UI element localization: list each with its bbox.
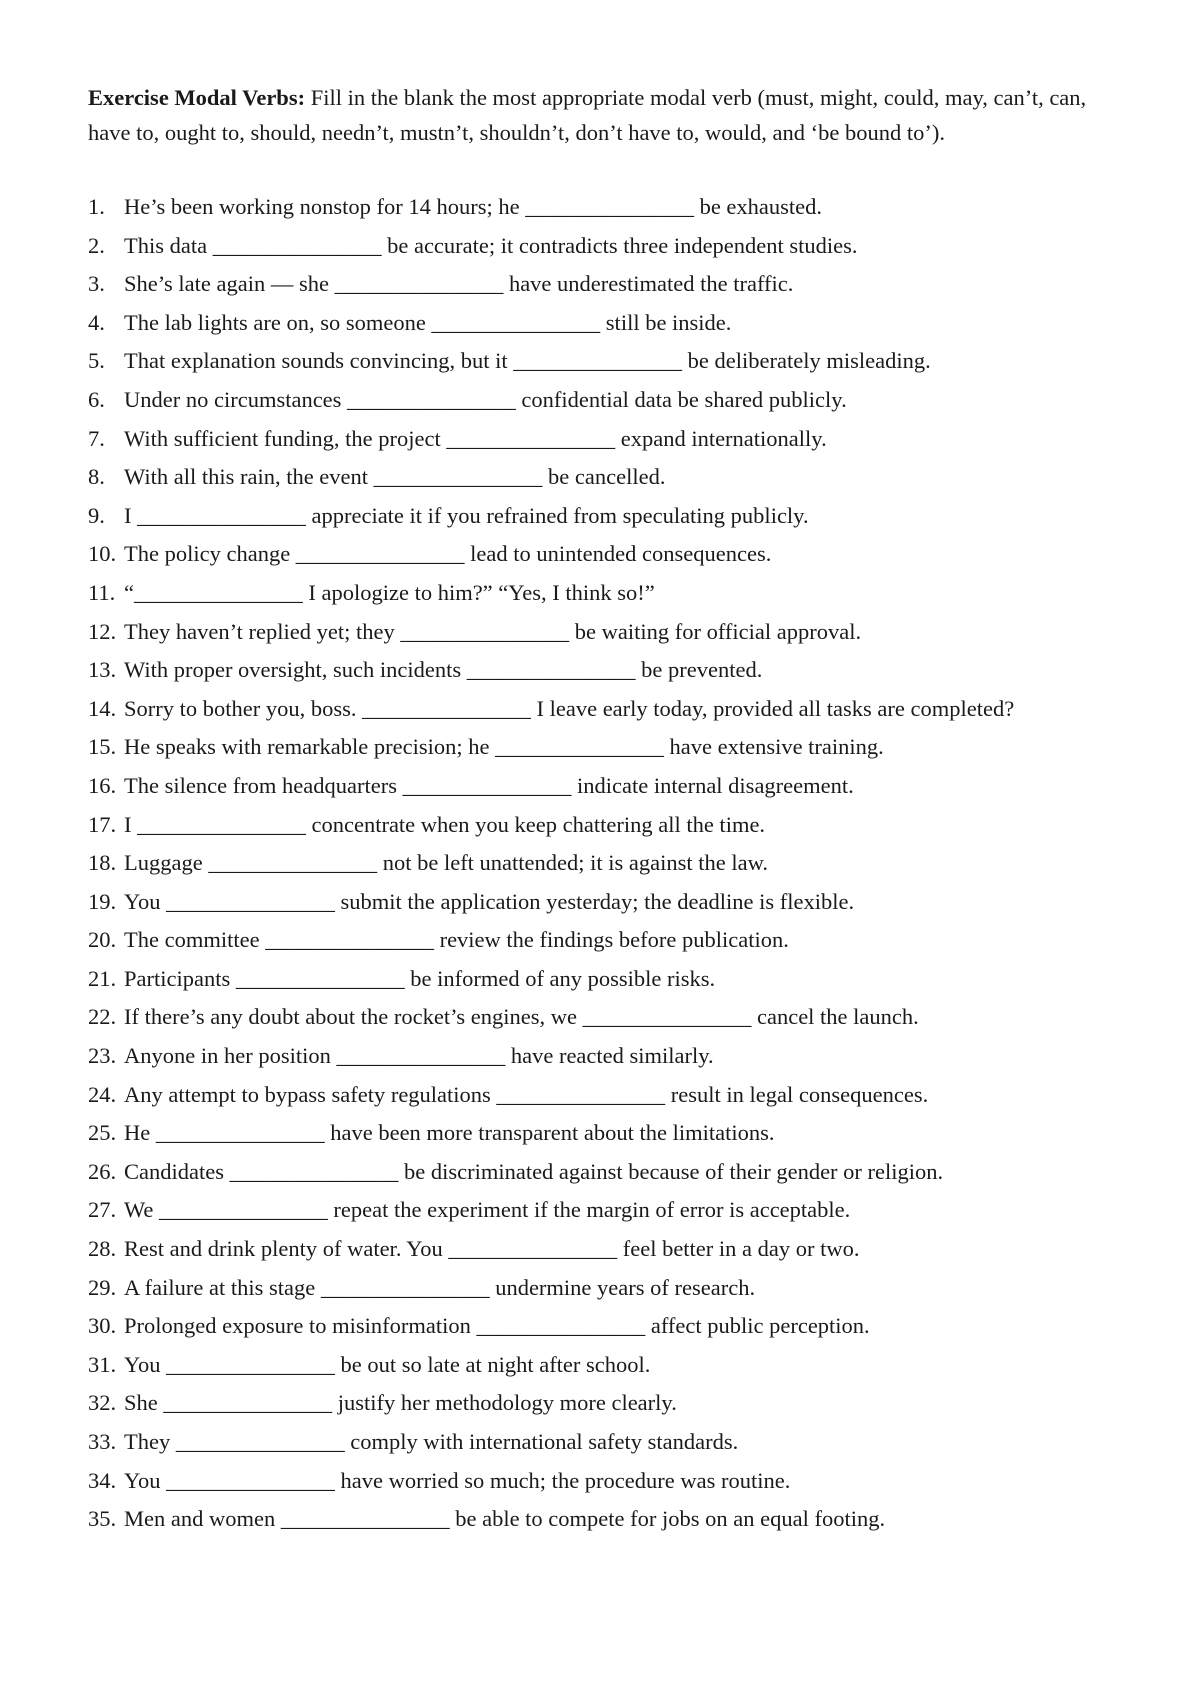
item-number: 1. [88,194,105,219]
item-number: 14. [88,695,117,721]
exercise-item [88,1037,1128,1076]
item-number: 21. [88,965,117,991]
item-sentence: You _______________ have worried so much; the procedure was routine. [124,1467,791,1493]
item-number: 33. [88,1429,117,1454]
item-number: 16. [88,772,117,798]
exercise-item [88,1423,1128,1462]
exercise-item [88,342,1128,381]
item-sentence: Men and women _______________ be able to compete for jobs on an equal footing. [124,1506,886,1532]
item-number: 3. [88,271,105,297]
exercise-item [88,535,1128,574]
item-number: 31. [88,1351,117,1377]
item-sentence: She _______________ justify her methodology more clearly. [124,1390,677,1416]
item-number: 2. [88,232,105,258]
item-sentence: Any attempt to bypass safety regulations _______________ result in legal consequences. [124,1081,929,1107]
item-sentence: Prolonged exposure to misinformation _______________ affect public perception. [124,1313,870,1339]
item-sentence: She’s late again — she _______________ have underestimated the traffic. [124,271,794,297]
worksheet-page [88,80,1128,1539]
item-sentence: Candidates _______________ be discriminated against because of their gender or religion. [124,1158,944,1184]
exercise-item [88,1076,1128,1115]
item-number: 26. [88,1158,117,1184]
exercise-item [88,265,1128,304]
item-number: 11. [88,579,116,605]
item-number: 4. [88,309,105,335]
item-sentence: Sorry to bother you, boss. _______________ I leave early today, provided all tasks are completed? [124,695,1015,721]
exercise-item [88,998,1128,1037]
exercise-item [88,381,1128,420]
exercise-item [88,806,1128,845]
item-sentence: We _______________ repeat the experiment if the margin of error is acceptable. [124,1197,851,1223]
exercise-item [88,613,1128,652]
item-sentence: Rest and drink plenty of water. You _______________ feel better in a day or two. [124,1236,860,1262]
exercise-item [88,1153,1128,1192]
exercise-item [88,574,1128,613]
item-number: 18. [88,850,117,876]
instructions-text: Fill in the blank the most appropriate modal verb (must, might, could, may, can’t, can, have to, ought to, should, needn’t, mustn’t, shouldn’t, don’t have to, would, and ‘be bound to’). [88,85,1087,145]
exercise-item [88,188,1128,227]
item-sentence: With sufficient funding, the project _______________ expand internationally. [124,425,827,451]
item-number: 20. [88,927,117,953]
exercise-heading: Exercise Modal Verbs: [88,85,306,110]
item-number: 27. [88,1197,117,1223]
item-sentence: I _______________ concentrate when you keep chattering all the time. [124,811,766,837]
item-sentence: You _______________ submit the application yesterday; the deadline is flexible. [124,888,855,914]
item-number: 10. [88,541,117,567]
exercise-item [88,1307,1128,1346]
item-number: 24. [88,1081,117,1107]
item-sentence: That explanation sounds convincing, but it _______________ be deliberately misleading. [124,348,931,374]
item-number: 35. [88,1506,117,1532]
item-number: 12. [88,618,117,644]
item-sentence: They _______________ comply with international safety standards. [124,1429,739,1454]
item-number: 6. [88,386,105,412]
item-number: 34. [88,1467,117,1493]
item-sentence: The silence from headquarters _______________ indicate internal disagreement. [124,772,854,798]
item-sentence: “_______________ I apologize to him?” “Yes, I think so!” [124,579,655,605]
item-sentence: This data _______________ be accurate; it contradicts three independent studies. [124,232,858,258]
item-sentence: They haven’t replied yet; they _______________ be waiting for official approval. [124,618,862,644]
item-number: 15. [88,734,117,760]
item-sentence: The lab lights are on, so someone _______________ still be inside. [124,309,732,335]
item-number: 13. [88,657,117,683]
exercise-item [88,227,1128,266]
exercise-item [88,1269,1128,1308]
exercise-item [88,844,1128,883]
item-number: 17. [88,811,117,837]
instructions [88,80,1128,150]
item-number: 32. [88,1390,117,1416]
item-number: 19. [88,888,117,914]
exercise-item [88,1114,1128,1153]
item-number: 30. [88,1313,117,1339]
exercise-item [88,728,1128,767]
item-sentence: The policy change _______________ lead to unintended consequences. [124,541,772,567]
exercise-item [88,458,1128,497]
exercise-item [88,1384,1128,1423]
item-sentence: He’s been working nonstop for 14 hours; he _______________ be exhausted. [124,194,823,219]
item-sentence: Under no circumstances _______________ confidential data be shared publicly. [124,386,847,412]
exercise-item [88,690,1128,729]
item-sentence: With all this rain, the event _______________ be cancelled. [124,464,666,490]
exercise-item [88,1462,1128,1501]
exercise-item [88,497,1128,536]
exercise-item [88,960,1128,999]
item-number: 23. [88,1043,117,1069]
exercise-item [88,420,1128,459]
item-sentence: He _______________ have been more transparent about the limitations. [124,1120,775,1146]
exercise-item [88,921,1128,960]
exercise-item [88,767,1128,806]
item-number: 8. [88,464,105,490]
item-sentence: Participants _______________ be informed of any possible risks. [124,965,716,991]
exercise-item [88,1500,1128,1539]
exercise-item [88,883,1128,922]
item-sentence: Anyone in her position _______________ have reacted similarly. [124,1043,714,1069]
exercise-item [88,1230,1128,1269]
item-number: 28. [88,1236,117,1262]
exercise-item [88,304,1128,343]
item-sentence: He speaks with remarkable precision; he _______________ have extensive training. [124,734,884,760]
item-number: 7. [88,425,105,451]
item-number: 22. [88,1004,117,1030]
item-sentence: The committee _______________ review the findings before publication. [124,927,789,953]
item-sentence: A failure at this stage _______________ undermine years of research. [124,1274,756,1300]
exercise-item [88,651,1128,690]
item-number: 5. [88,348,105,374]
item-sentence: With proper oversight, such incidents _______________ be prevented. [124,657,763,683]
item-number: 9. [88,502,105,528]
exercise-item [88,1346,1128,1385]
item-sentence: If there’s any doubt about the rocket’s engines, we _______________ cancel the launch. [124,1004,919,1030]
item-number: 29. [88,1274,117,1300]
exercise-list [88,188,1128,1539]
exercise-item [88,1191,1128,1230]
item-sentence: Luggage _______________ not be left unattended; it is against the law. [124,850,769,876]
item-sentence: You _______________ be out so late at night after school. [124,1351,651,1377]
item-number: 25. [88,1120,117,1146]
item-sentence: I _______________ appreciate it if you refrained from speculating publicly. [124,502,809,528]
